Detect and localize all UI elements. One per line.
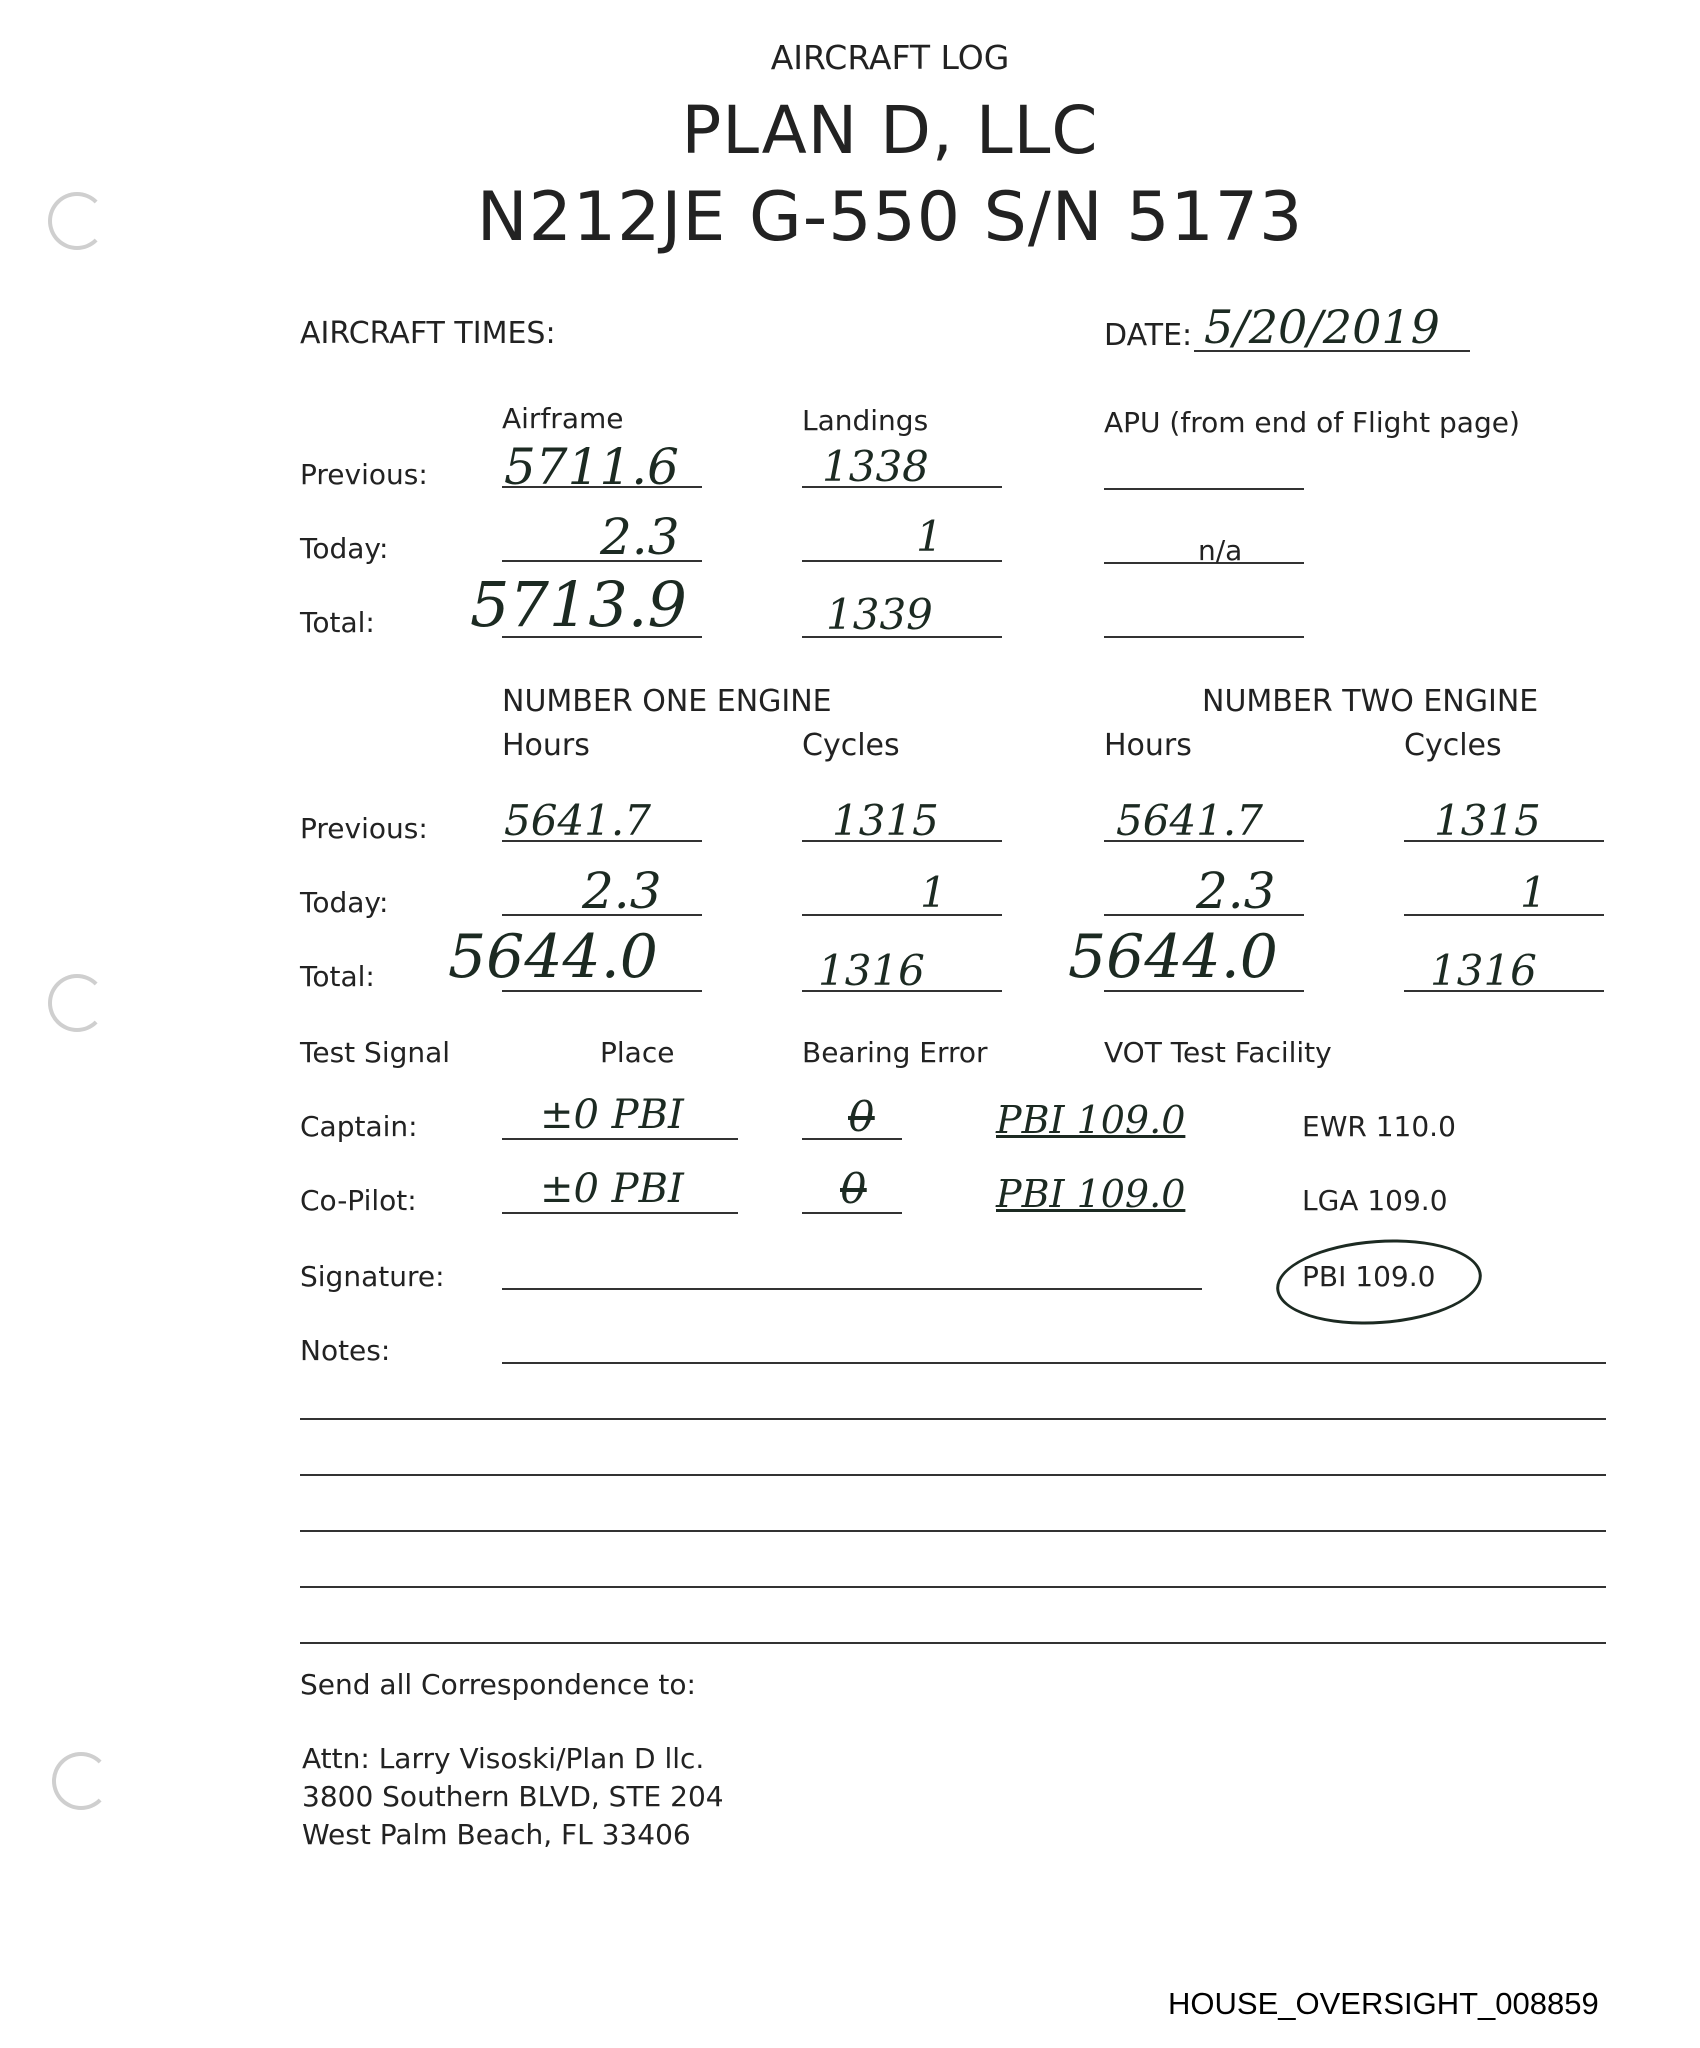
notes-line-2 bbox=[300, 1418, 1606, 1420]
copilot-place-line bbox=[502, 1212, 738, 1214]
row-label-total: Total: bbox=[300, 606, 375, 639]
e1-hours-total: 5644.0 bbox=[448, 922, 658, 992]
e2-cycles-header: Cycles bbox=[1404, 728, 1502, 763]
e1-cycles-previous: 1315 bbox=[832, 796, 939, 845]
e1-cycles-header: Cycles bbox=[802, 728, 900, 763]
e2-cycles-today-line bbox=[1404, 914, 1604, 916]
airframe-total: 5713.9 bbox=[470, 568, 687, 641]
engine-row-label-previous: Previous: bbox=[300, 812, 428, 845]
e2-hours-today: 2.3 bbox=[1196, 862, 1276, 920]
bearing-header: Bearing Error bbox=[802, 1036, 988, 1069]
facility-lga: LGA 109.0 bbox=[1302, 1184, 1448, 1217]
notes-label: Notes: bbox=[300, 1334, 391, 1367]
e1-hours-header: Hours bbox=[502, 728, 590, 763]
copilot-place: ±0 PBI bbox=[540, 1166, 684, 1212]
date-value: 5/20/2019 bbox=[1204, 300, 1440, 354]
e2-cycles-previous: 1315 bbox=[1434, 796, 1541, 845]
bates-number: HOUSE_OVERSIGHT_008859 bbox=[1168, 1986, 1599, 2021]
captain-label: Captain: bbox=[300, 1110, 418, 1143]
landings-today: 1 bbox=[916, 512, 943, 561]
e2-cycles-total: 1316 bbox=[1430, 946, 1537, 995]
copilot-label: Co-Pilot: bbox=[300, 1184, 417, 1217]
e1-hours-previous: 5641.7 bbox=[504, 796, 651, 845]
landings-header: Landings bbox=[802, 404, 929, 437]
aircraft-times-label: AIRCRAFT TIMES: bbox=[300, 316, 556, 351]
airframe-header: Airframe bbox=[502, 402, 624, 435]
e2-cycles-today: 1 bbox=[1520, 868, 1547, 917]
notes-line-1 bbox=[502, 1362, 1606, 1364]
engine-row-label-today: Today: bbox=[300, 886, 389, 919]
signature-label: Signature: bbox=[300, 1260, 445, 1293]
e1-hours-today: 2.3 bbox=[582, 862, 662, 920]
form-title: AIRCRAFT LOG bbox=[770, 38, 1010, 77]
company-name: PLAN D, LLC bbox=[681, 92, 1099, 169]
captain-place-line bbox=[502, 1138, 738, 1140]
landings-today-line bbox=[802, 560, 1002, 562]
apu-previous-line bbox=[1104, 488, 1304, 490]
correspondence-street: 3800 Southern BLVD, STE 204 bbox=[302, 1780, 724, 1813]
test-signal-label: Test Signal bbox=[300, 1036, 451, 1069]
correspondence-heading: Send all Correspondence to: bbox=[300, 1668, 696, 1701]
e1-cycles-today-line bbox=[802, 914, 1002, 916]
e2-hours-total: 5644.0 bbox=[1068, 922, 1278, 992]
apu-today: n/a bbox=[1198, 534, 1243, 567]
signature-line bbox=[502, 1288, 1202, 1290]
captain-vot: PBI 109.0 bbox=[996, 1098, 1186, 1142]
airframe-previous: 5711.6 bbox=[504, 438, 679, 496]
apu-header: APU (from end of Flight page) bbox=[1104, 406, 1520, 439]
e1-cycles-today: 1 bbox=[920, 868, 947, 917]
e2-hours-header: Hours bbox=[1104, 728, 1192, 763]
copilot-bearing: 0 bbox=[840, 1164, 867, 1213]
facility-ewr: EWR 110.0 bbox=[1302, 1110, 1456, 1143]
notes-line-6 bbox=[300, 1642, 1606, 1644]
row-label-previous: Previous: bbox=[300, 458, 428, 491]
engine-two-title: NUMBER TWO ENGINE bbox=[1202, 684, 1539, 719]
captain-bearing: 0 bbox=[848, 1092, 875, 1141]
landings-total: 1339 bbox=[826, 590, 933, 639]
binder-hole bbox=[48, 974, 106, 1032]
airframe-today: 2.3 bbox=[600, 508, 680, 566]
place-header: Place bbox=[600, 1036, 675, 1069]
date-label: DATE: bbox=[1104, 318, 1193, 353]
landings-previous: 1338 bbox=[822, 442, 929, 491]
engine-row-label-total: Total: bbox=[300, 960, 375, 993]
notes-line-3 bbox=[300, 1474, 1606, 1476]
binder-hole bbox=[52, 1752, 110, 1810]
apu-total-line bbox=[1104, 636, 1304, 638]
facility-pbi: PBI 109.0 bbox=[1302, 1260, 1436, 1293]
notes-line-5 bbox=[300, 1586, 1606, 1588]
captain-place: ±0 PBI bbox=[540, 1092, 684, 1138]
vot-header: VOT Test Facility bbox=[1104, 1036, 1332, 1069]
copilot-vot: PBI 109.0 bbox=[996, 1172, 1186, 1216]
notes-line-4 bbox=[300, 1530, 1606, 1532]
correspondence-city: West Palm Beach, FL 33406 bbox=[302, 1818, 691, 1851]
e2-hours-previous: 5641.7 bbox=[1116, 796, 1263, 845]
correspondence-attn: Attn: Larry Visoski/Plan D llc. bbox=[302, 1742, 705, 1775]
e1-cycles-total: 1316 bbox=[818, 946, 925, 995]
aircraft-id: N212JE G-550 S/N 5173 bbox=[476, 178, 1304, 257]
engine-one-title: NUMBER ONE ENGINE bbox=[502, 684, 832, 719]
row-label-today: Today: bbox=[300, 532, 389, 565]
